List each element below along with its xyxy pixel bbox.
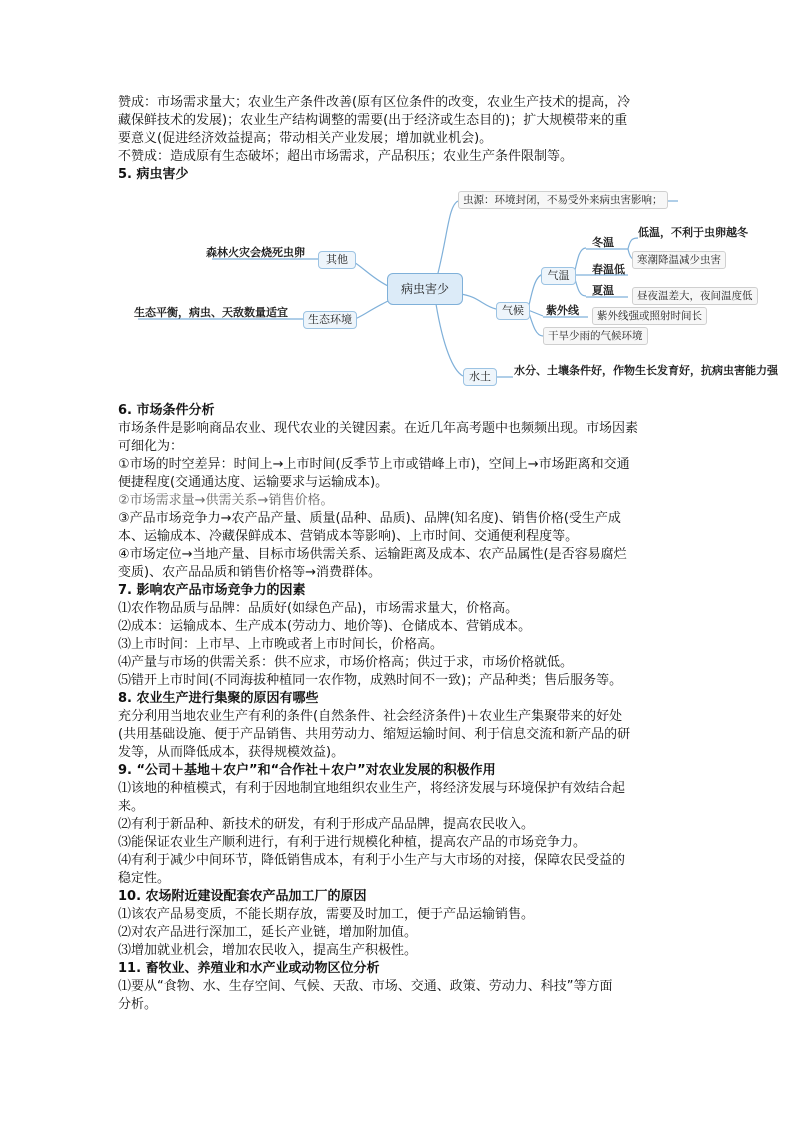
text-line: ⑷有利于减少中间环节，降低销售成本，有利于小生产与大市场的对接，保障农民受益的 xyxy=(118,853,626,868)
section-11-body xyxy=(118,978,680,1014)
text-line: 便捷程度(交通通达度、运输要求与运输成本)。 xyxy=(118,475,389,490)
eco-balance-leaf: 生态平衡，病虫、天敌数量适宜 xyxy=(134,306,288,319)
section-9-body xyxy=(118,780,680,888)
intro-line: 不赞成：造成原有生态破坏；超出市场需求，产品积压；农业生产条件限制等。 xyxy=(118,149,574,164)
document-page xyxy=(118,94,778,1014)
text-line: 本、运输成本、冷藏保鲜成本、营销成本等影响)、上市时间、交通便利程度等。 xyxy=(118,529,579,544)
soil-node: 水土 xyxy=(463,368,497,386)
connector xyxy=(436,304,463,376)
connector xyxy=(528,310,543,316)
connector xyxy=(436,201,458,281)
uv-leaf: 紫外线强或照射时间长 xyxy=(592,307,707,325)
text-line: ①市场的时空差异：时间上→上市时间(反季节上市或错峰上市)，空间上→市场距离和交通 xyxy=(118,457,630,472)
section-8-body xyxy=(118,708,680,762)
pest-mind-map xyxy=(118,186,778,398)
climate-node: 气候 xyxy=(496,302,530,320)
summer-temp-node: 夏温 xyxy=(592,284,614,297)
text-line: 稳定性。 xyxy=(118,871,171,886)
text-line: ④市场定位→当地产量、目标市场供需关系、运输距离及成本、农产品属性(是否容易腐烂 xyxy=(118,547,627,562)
section-10-heading: 10. 农场附近建设配套农产品加工厂的原因 xyxy=(118,889,367,904)
other-node: 其他 xyxy=(318,251,356,269)
text-line: ③产品市场竞争力→农产品产量、质量(品种、品质)、品牌(知名度)、销售价格(受生产成 xyxy=(118,511,621,526)
text-line: 可细化为： xyxy=(118,439,184,454)
text-line: ⑵对农产品进行深加工，延长产业链，增加附加值。 xyxy=(118,925,418,940)
text-line: ⑴要从“食物、水、生存空间、气候、天敌、市场、交通、政策、劳动力、科技”等方面 xyxy=(118,979,613,994)
text-line: 发等，从而降低成本，获得规模效益)。 xyxy=(118,745,345,760)
spring-temp-node: 春温低 xyxy=(592,263,625,276)
intro-line: 藏保鲜技术的发展)；农业生产结构调整的需要(出于经济或生态目的)；扩大规模带来的重 xyxy=(118,113,628,128)
section-7-heading: 7. 影响农产品市场竞争力的因素 xyxy=(118,583,306,598)
forest-fire-leaf: 森林火灾会烧死虫卵 xyxy=(206,246,305,259)
text-line: ⑶能保证农业生产顺利进行，有利于进行规模化种植，提高农产品的市场竞争力。 xyxy=(118,835,587,850)
section-6-heading: 6. 市场条件分析 xyxy=(118,403,215,418)
intro-line: 要意义(促进经济效益提高；带动相关产业发展；增加就业机会)。 xyxy=(118,131,493,146)
intro-section xyxy=(118,94,680,166)
summer-leaf: 昼夜温差大，夜间温度低 xyxy=(632,287,758,305)
text-line: ⑸错开上市时间(不同海拔种植同一农作物，成熟时间不一致)；产品种类；售后服务等。 xyxy=(118,673,623,688)
text-line: ⑷产量与市场的供需关系：供不应求，市场价格高；供过于求，市场价格就低。 xyxy=(118,655,574,670)
text-line: ⑴农作物品质与品牌：品质好(如绿色产品)，市场需求量大，价格高。 xyxy=(118,601,519,616)
text-line: ⑶上市时间：上市早、上市晚或者上市时间长，价格高。 xyxy=(118,637,444,652)
connector xyxy=(628,238,638,249)
text-line: 充分利用当地农业生产有利的条件(自然条件、社会经济条件)＋农业生产集聚带来的好处 xyxy=(118,709,623,724)
section-9-heading: 9. “公司＋基地＋农户”和“合作社＋农户”对农业发展的积极作用 xyxy=(118,763,496,778)
section-8-heading: 8. 农业生产进行集聚的原因有哪些 xyxy=(118,691,319,706)
eco-node: 生态环境 xyxy=(303,311,357,329)
text-line: ⑴该地的种植模式，有利于因地制宜地组织农业生产，将经济发展与环境保护有效结合起 xyxy=(118,781,626,796)
section-5-heading: 5. 病虫害少 xyxy=(118,167,189,182)
uv-node: 紫外线 xyxy=(546,304,579,317)
text-line: ⑶增加就业机会，增加农民收入，提高生产积极性。 xyxy=(118,943,418,958)
section-6-body xyxy=(118,420,680,582)
pest-source-node: 虫源：环境封闭，不易受外来病虫害影响； xyxy=(458,191,668,209)
intro-line: 赞成：市场需求量大；农业生产条件改善(原有区位条件的改变，农业生产技术的提高，冷 xyxy=(118,95,631,110)
connector xyxy=(354,301,388,319)
text-line: 变质)、农产品品质和销售价格等→消费群体。 xyxy=(118,565,381,580)
section-11-heading: 11. 畜牧业、养殖业和水产业或动物区位分析 xyxy=(118,961,380,976)
temperature-node: 气温 xyxy=(541,267,576,285)
section-7-body xyxy=(118,600,680,690)
text-line: 市场条件是影响商品农业、现代农业的关键因素。在近几年高考题中也频频出现。市场因素 xyxy=(118,421,639,436)
pest-center-node: 病虫害少 xyxy=(387,273,463,305)
text-line: ②市场需求量→供需关系→销售价格。 xyxy=(118,493,334,508)
section-10-body xyxy=(118,906,680,960)
text-line: 分析。 xyxy=(118,997,158,1012)
text-line: ⑵成本：运输成本、生产成本(劳动力、地价等)、仓储成本、营销成本。 xyxy=(118,619,532,634)
connector xyxy=(528,310,543,336)
soil-leaf: 水分、土壤条件好，作物生长发育好，抗病虫害能力强 xyxy=(514,364,778,377)
text-line: ⑵有利于新品种、新技术的研发，有利于形成产品品牌，提高农民收入。 xyxy=(118,817,535,832)
winter-leaf-2: 寒潮降温减少虫害 xyxy=(632,251,726,269)
text-line: ⑴该农产品易变质，不能长期存放，需要及时加工，便于产品运输销售。 xyxy=(118,907,535,922)
winter-temp-node: 冬温 xyxy=(592,236,614,249)
text-line: (共用基础设施、便于产品销售、共用劳动力、缩短运输时间、利于信息交流和新产品的研 xyxy=(118,727,631,742)
dry-climate-leaf: 干旱少雨的气候环境 xyxy=(543,327,648,345)
winter-leaf-1: 低温，不利于虫卵越冬 xyxy=(638,226,748,239)
connector xyxy=(460,294,496,309)
text-line: 来。 xyxy=(118,799,145,814)
